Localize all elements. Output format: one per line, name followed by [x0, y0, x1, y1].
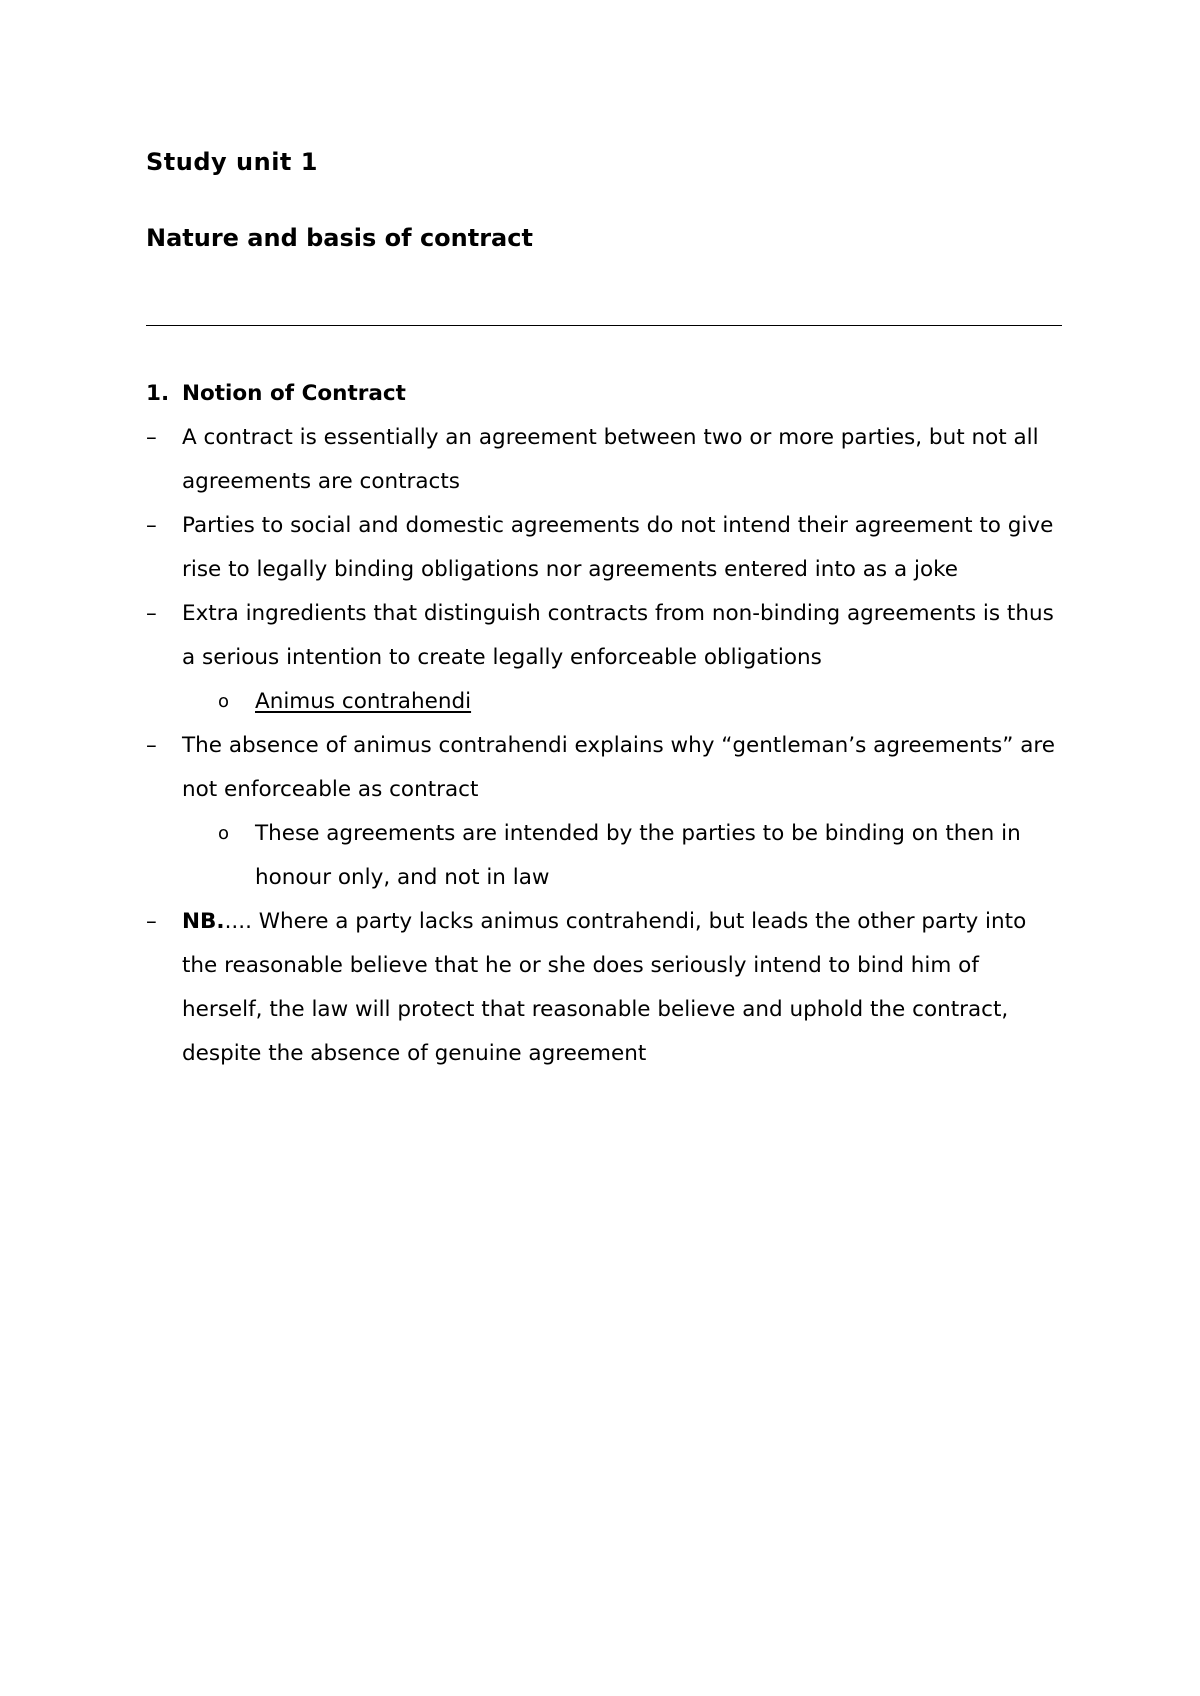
sub-list-item — [146, 812, 1066, 900]
dash-bullet-icon: – — [146, 601, 157, 626]
list-item — [146, 724, 1066, 812]
section-heading — [146, 372, 1066, 416]
dash-bullet-icon: – — [146, 513, 157, 538]
nb-text: .... Where a party lacks animus contrahendi, but leads the other party into the reasonable believe that he or she does seriously intend to bind him of herself, the law will protect that reasonable believe and uphold the contract, despite the absence of genuine agreement — [182, 909, 1027, 1066]
section-heading-text: Notion of Contract — [182, 381, 406, 406]
list-item-text — [182, 900, 1066, 1076]
list-item — [146, 592, 1066, 680]
list-item-text: Extra ingredients that distinguish contracts from non-binding agreements is thus a serious intention to create legally enforceable obligations — [182, 601, 1054, 670]
list-item-text: Parties to social and domestic agreements do not intend their agreement to give rise to legally binding obligations nor agreements entered into as a joke — [182, 513, 1054, 582]
list-item-text: A contract is essentially an agreement between two or more parties, but not all agreements are contracts — [182, 425, 1039, 494]
horizontal-rule — [146, 325, 1062, 326]
unit-title: Study unit 1 — [146, 148, 318, 176]
section-notion-of-contract — [146, 372, 1066, 1076]
list-item — [146, 504, 1066, 592]
circle-bullet-icon: o — [218, 823, 230, 844]
sub-list-item — [146, 680, 1066, 724]
list-item — [146, 900, 1066, 1076]
sub-list-item-text: Animus contrahendi — [255, 689, 472, 714]
sub-list-item-text: These agreements are intended by the parties to be binding on then in honour only, and not in law — [255, 821, 1021, 890]
list-item — [146, 416, 1066, 504]
document-subtitle: Nature and basis of contract — [146, 224, 533, 252]
list-item-text: The absence of animus contrahendi explains why “gentleman’s agreements” are not enforceable as contract — [182, 733, 1055, 802]
nb-label: NB. — [182, 909, 225, 934]
dash-bullet-icon: – — [146, 733, 157, 758]
section-number: 1. — [146, 381, 170, 406]
dash-bullet-icon: – — [146, 909, 157, 934]
circle-bullet-icon: o — [218, 691, 230, 712]
dash-bullet-icon: – — [146, 425, 157, 450]
